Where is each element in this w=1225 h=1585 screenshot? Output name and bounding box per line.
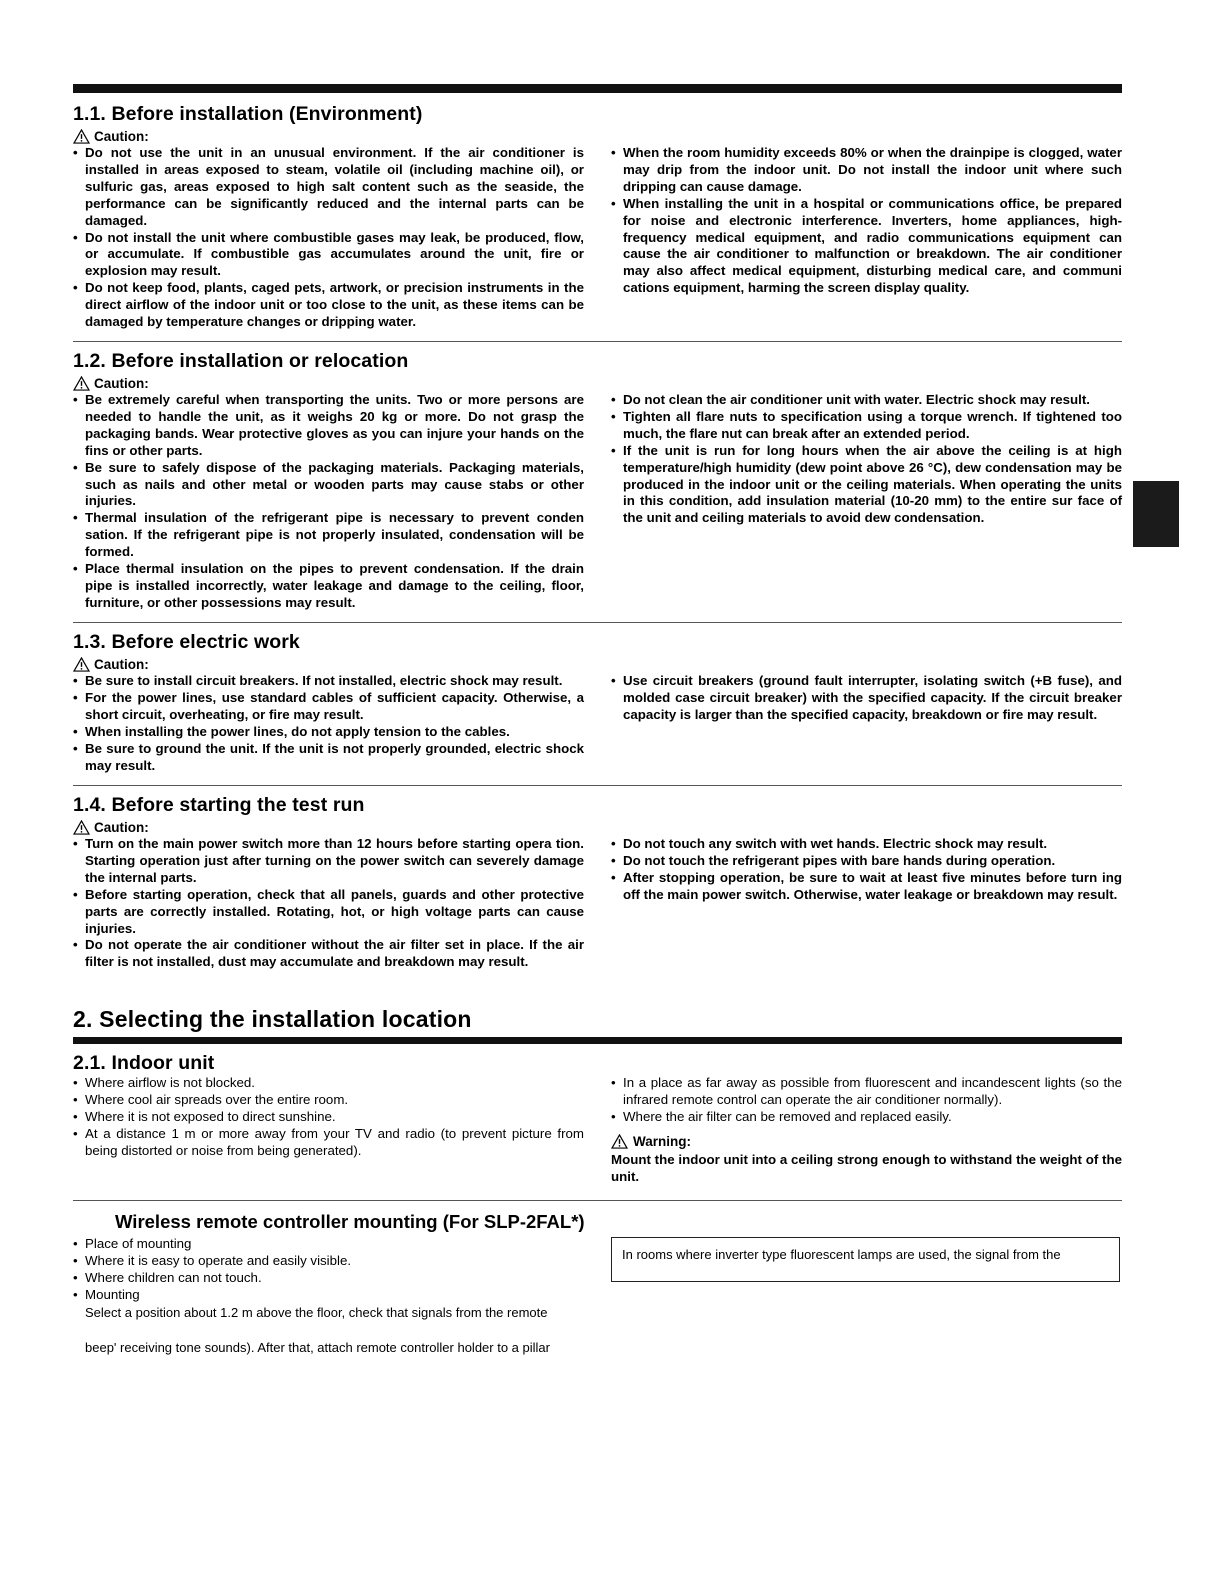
list-item: • Where cool air spreads over the entire room.	[73, 1092, 584, 1109]
caution-list-left	[73, 836, 584, 971]
section-1-2	[73, 350, 1122, 612]
mounting-label: • Mounting	[73, 1287, 585, 1304]
caution-list-left	[73, 673, 584, 774]
list-item: • When installing the unit in a hospital or communications office, be prepared for noise and electronic interference. Inverters, home appliances, high-frequency medical equipment, and radio communications equipment can cause the air conditioner to malfunction or breakdown. The air conditioner may also affect medical equipment, disturbing medical care, and communi cations equipment, harming the screen display quality.	[611, 196, 1122, 297]
section-divider	[73, 622, 1122, 623]
list-item: • Before starting operation, check that all panels, guards and other protective parts are correctly installed. Rotating, hot, or high voltage parts can cause injuries.	[73, 887, 584, 938]
wireless-remote-title: Wireless remote controller mounting (For SLP-2FAL*)	[115, 1211, 585, 1232]
warning-triangle-icon	[611, 1134, 628, 1149]
section-title: 1.4. Before starting the test run	[73, 794, 365, 816]
list-item: • When installing the power lines, do not apply tension to the cables.	[73, 724, 584, 741]
list-item: • Place thermal insulation on the pipes to prevent condensation. If the drain pipe is installed incorrectly, water leakage and damage to the ceiling, floor, furniture, or other possessions may result.	[73, 561, 584, 612]
list-item: • When the room humidity exceeds 80% or when the drainpipe is clogged, water may drip from the indoor unit. Do not install the indoor unit where such dripping can cause damage.	[611, 145, 1122, 196]
caution-text: Caution:	[94, 129, 149, 144]
wireless-list	[73, 1236, 585, 1253]
warning-triangle-icon	[73, 376, 90, 391]
warning-label	[611, 1134, 1122, 1149]
list-item: • Turn on the main power switch more than 12 hours before starting opera tion. Starting operation just after turning on the power switch can severely damage the internal parts.	[73, 836, 584, 887]
section-title: 1.1. Before installation (Environment)	[73, 103, 423, 125]
mounting-list	[73, 1287, 585, 1304]
list-item: • Do not keep food, plants, caged pets, artwork, or precision instruments in the direct airflow of the indoor unit or too close to the unit, as these items can be damaged by temperature changes or dripping water.	[73, 280, 584, 331]
section-title: 1.2. Before installation or relocation	[73, 350, 409, 372]
caution-text: Caution:	[94, 657, 149, 672]
caution-text: Caution:	[94, 376, 149, 391]
list-item: • Where children can not touch.	[73, 1270, 585, 1287]
caution-list-left	[73, 145, 584, 331]
caution-label	[73, 819, 1122, 836]
mounting-line-2: beep' receiving tone sounds). After that, attach remote controller holder to a pillar	[85, 1339, 550, 1355]
caution-label	[73, 656, 1122, 673]
list-item: • Do not touch any switch with wet hands. Electric shock may result.	[611, 836, 1122, 853]
list-item: • Do not clean the air conditioner unit with water. Electric shock may result.	[611, 392, 1122, 409]
warning-text-label: Warning:	[633, 1133, 691, 1149]
place-label: • Place of mounting	[73, 1236, 585, 1253]
caution-list-right	[611, 392, 1122, 527]
list-item: • Do not install the unit where combustible gases may leak, be produced, flow, or accumulate. If combustible gas accumulates around the unit, fire or explosion may result.	[73, 230, 584, 281]
caution-list-right	[611, 145, 1122, 297]
warning-triangle-icon	[73, 820, 90, 835]
section-divider	[73, 1200, 1122, 1201]
caution-label	[73, 375, 1122, 392]
section-1-3	[73, 631, 1122, 774]
note-box: In rooms where inverter type fluorescent lamps are used, the signal from the	[611, 1237, 1120, 1282]
location-list-right	[611, 1075, 1122, 1126]
list-item: • Do not touch the refrigerant pipes with bare hands during operation.	[611, 853, 1122, 870]
caution-list-right	[611, 673, 1122, 724]
warning-triangle-icon	[73, 657, 90, 672]
list-item: • For the power lines, use standard cables of sufficient capacity. Otherwise, a short circuit, overheating, or fire may result.	[73, 690, 584, 724]
list-item: • Use circuit breakers (ground fault interrupter, isolating switch (+B fuse), and molded case circuit breaker) with the specified capacity. If the circuit breaker capacity is larger than the specified capacity, breakdown or fire may result.	[611, 673, 1122, 724]
list-item: • In a place as far away as possible from fluorescent and incandescent lights (so the infrared remote control can operate the air conditioner normally).	[611, 1075, 1122, 1109]
section-2-1	[73, 1052, 1122, 1185]
section-tab-marker	[1133, 481, 1179, 547]
list-item: • At a distance 1 m or more away from your TV and radio (to prevent picture from being distorted or noise from being generated).	[73, 1126, 584, 1160]
chapter-title: 2. Selecting the installation location	[73, 1006, 472, 1032]
list-item: • Be extremely careful when transporting the units. Two or more persons are needed to handle the unit, as it weighs 20 kg or more. Do not grasp the packaging bands. Wear protective gloves as you can injure your hands on the fins or other parts.	[73, 392, 584, 460]
caution-text: Caution:	[94, 820, 149, 835]
list-item: • Where it is not exposed to direct sunshine.	[73, 1109, 584, 1126]
section-title: 1.3. Before electric work	[73, 631, 300, 653]
list-item: • Be sure to safely dispose of the packaging materials. Packaging materials, such as nails and other metal or wooden parts may cause stabs or other injuries.	[73, 460, 584, 511]
section-divider	[73, 785, 1122, 786]
list-item: • Tighten all flare nuts to specification using a torque wrench. If tightened too much, the flare nut can break after an extended period.	[611, 409, 1122, 443]
list-item: • After stopping operation, be sure to wait at least five minutes before turn ing off the main power switch. Otherwise, water leakage or breakdown may result.	[611, 870, 1122, 904]
top-rule-bar	[73, 84, 1122, 93]
list-item: • If the unit is run for long hours when the air above the ceiling is at high temperature/high humidity (dew point above 26 °C), dew condensation may be produced in the indoor unit or the ceiling materials. When operating the units in this condition, add insulation material (10-20 mm) to the entire sur face of the unit and ceiling materials to avoid dew condensation.	[611, 443, 1122, 528]
caution-list-left	[73, 392, 584, 612]
list-item: • Do not operate the air conditioner without the air filter set in place. If the air filter is not installed, dust may accumulate and breakdown may result.	[73, 937, 584, 971]
list-item: • Do not use the unit in an unusual environment. If the air conditioner is installed in areas exposed to steam, volatile oil (including machine oil), or sulfuric gas, areas exposed to high salt content such as the seaside, the performance can be significantly reduced and the internal parts can be damaged.	[73, 145, 584, 230]
list-item: • Thermal insulation of the refrigerant pipe is necessary to prevent conden sation. If the refrigerant pipe is not properly insulated, condensation will be formed.	[73, 510, 584, 561]
section-1-4	[73, 794, 1122, 971]
list-item: • Where the air filter can be removed and replaced easily.	[611, 1109, 1122, 1126]
mounting-line-1: Select a position about 1.2 m above the floor, check that signals from the remote	[85, 1304, 548, 1320]
place-sublist	[73, 1253, 585, 1287]
wireless-remote-section	[73, 1236, 585, 1356]
list-item: • Be sure to install circuit breakers. If not installed, electric shock may result.	[73, 673, 584, 690]
section-divider	[73, 341, 1122, 342]
location-list-left	[73, 1075, 584, 1160]
section-1-1	[73, 103, 1122, 331]
section-title: 2.1. Indoor unit	[73, 1052, 215, 1074]
warning-text: Mount the indoor unit into a ceiling strong enough to withstand the weight of the unit.	[611, 1151, 1122, 1184]
caution-list-right	[611, 836, 1122, 904]
list-item: • Where airflow is not blocked.	[73, 1075, 584, 1092]
warning-triangle-icon	[73, 129, 90, 144]
chapter-rule-bar	[73, 1037, 1122, 1044]
list-item: • Where it is easy to operate and easily visible.	[73, 1253, 585, 1270]
caution-label	[73, 128, 1122, 145]
list-item: • Be sure to ground the unit. If the unit is not properly grounded, electric shock may result.	[73, 741, 584, 775]
